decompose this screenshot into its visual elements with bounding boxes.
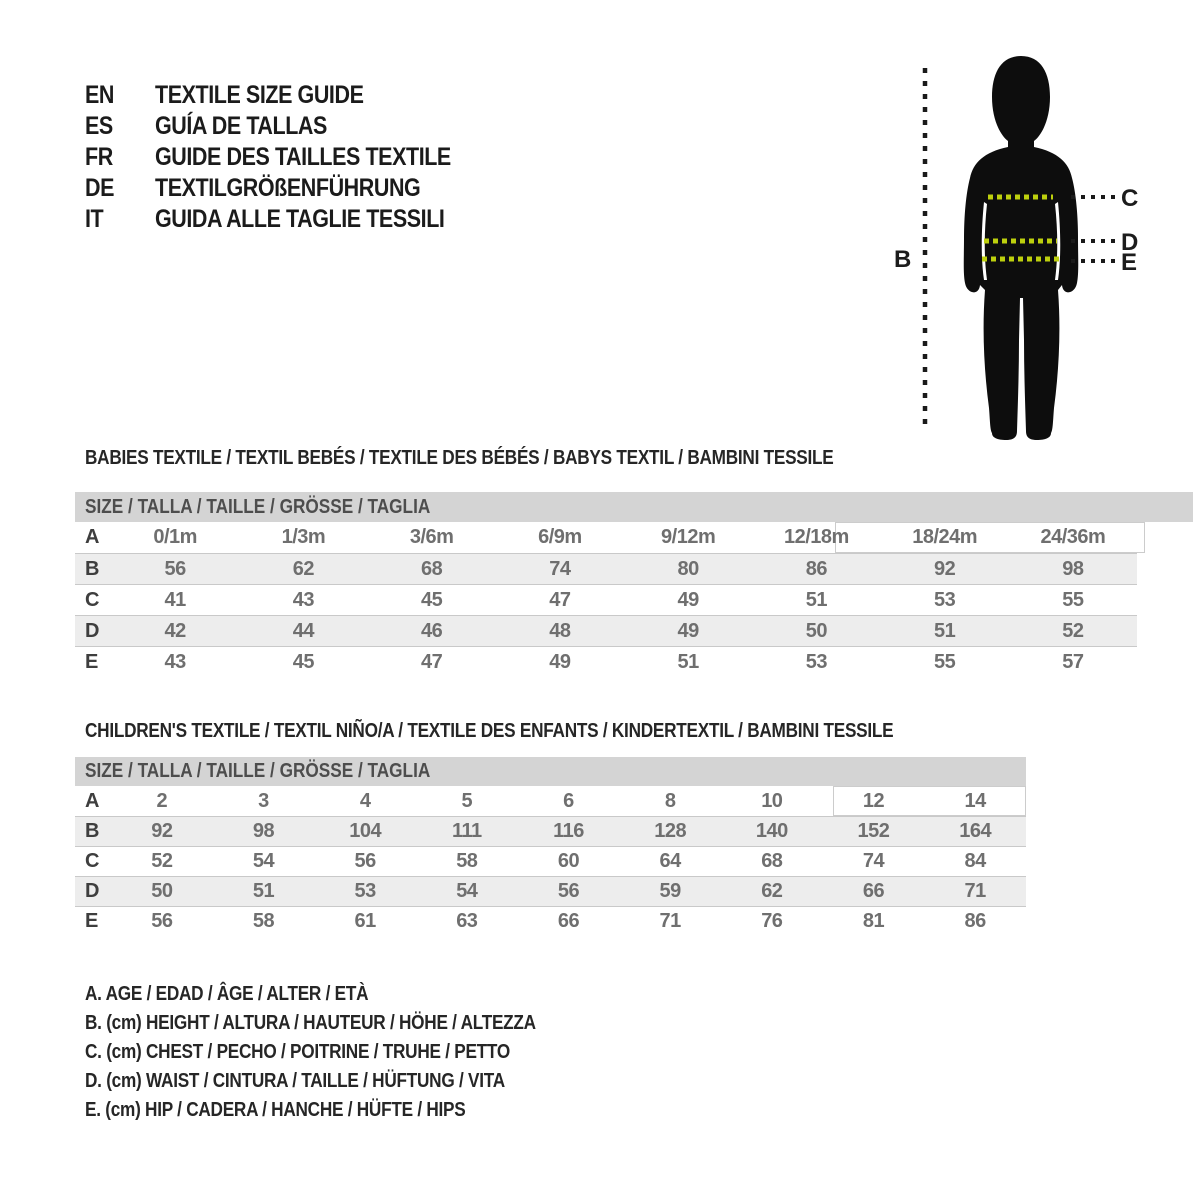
language-code: EN bbox=[85, 81, 115, 109]
table-cell: 1/3m bbox=[281, 526, 326, 548]
table-cell: 61 bbox=[354, 910, 376, 932]
table-cell: 52 bbox=[1062, 619, 1084, 642]
language-row bbox=[85, 173, 499, 204]
child-measurement-figure bbox=[880, 40, 1200, 460]
row-label: B bbox=[85, 557, 100, 580]
table-cell: 152 bbox=[857, 820, 890, 842]
table-cell: 58 bbox=[456, 850, 478, 872]
table-cell: 68 bbox=[761, 850, 783, 872]
table-cell: 66 bbox=[557, 910, 580, 932]
legend-line-age bbox=[85, 980, 609, 1009]
table-cell: 60 bbox=[557, 850, 580, 872]
table-cell: 92 bbox=[934, 557, 956, 580]
children-size-header-text: SIZE / TALLA / TAILLE / GRÖSSE / TAGLIA bbox=[85, 760, 431, 782]
table-cell: 2 bbox=[156, 789, 168, 812]
table-cell: 51 bbox=[252, 880, 275, 902]
table-cell: 41 bbox=[164, 588, 186, 611]
table-cell: 51 bbox=[805, 588, 827, 611]
table-cell: 64 bbox=[659, 850, 681, 872]
table-cell: 55 bbox=[934, 650, 956, 673]
language-title: TEXTILGRÖßENFÜHRUNG bbox=[155, 174, 421, 202]
children-size-table bbox=[75, 786, 1026, 936]
table-cell: 76 bbox=[761, 910, 783, 932]
table-cell: 10 bbox=[761, 789, 783, 812]
legend-text: B. (cm) HEIGHT / ALTURA / HAUTEUR / HÖHE / ALTEZZA bbox=[85, 1012, 536, 1034]
table-cell: 8 bbox=[664, 789, 676, 812]
table-cell: 62 bbox=[292, 557, 314, 580]
legend-text: E. (cm) HIP / CADERA / HANCHE / HÜFTE / HIPS bbox=[85, 1099, 466, 1121]
table-cell: 68 bbox=[421, 557, 443, 580]
table-cell: 86 bbox=[805, 557, 827, 580]
table-cell: 50 bbox=[151, 880, 173, 902]
legend-text: C. (cm) CHEST / PECHO / POITRINE / TRUHE / PETTO bbox=[85, 1041, 511, 1063]
language-title: GUÍA DE TALLAS bbox=[155, 112, 327, 140]
table-row bbox=[75, 522, 1137, 553]
table-cell: 80 bbox=[677, 557, 699, 580]
table-cell: 43 bbox=[292, 588, 314, 611]
babies-size-table bbox=[75, 522, 1137, 677]
language-code: ES bbox=[85, 112, 113, 140]
table-cell: 84 bbox=[964, 850, 986, 872]
row-label: C bbox=[85, 588, 100, 611]
table-cell: 6 bbox=[563, 789, 574, 812]
table-cell: 3 bbox=[258, 789, 269, 812]
table-cell: 45 bbox=[292, 650, 314, 673]
legend-text: D. (cm) WAIST / CINTURA / TAILLE / HÜFTUNG / VITA bbox=[85, 1070, 505, 1092]
table-cell: 56 bbox=[557, 880, 580, 902]
language-title-list bbox=[85, 80, 499, 235]
children-section-caption bbox=[85, 720, 1025, 743]
row-label: A bbox=[85, 789, 100, 812]
row-label: D bbox=[85, 880, 100, 902]
table-cell: 58 bbox=[252, 910, 275, 932]
table-cell: 81 bbox=[862, 910, 885, 932]
legend-line-chest bbox=[85, 1038, 609, 1067]
table-cell: 6/9m bbox=[538, 526, 582, 548]
label-e: E bbox=[1121, 249, 1138, 276]
table-cell: 14 bbox=[964, 789, 986, 812]
language-title: GUIDA ALLE TAGLIE TESSILI bbox=[155, 205, 445, 233]
table-cell: 51 bbox=[934, 619, 956, 642]
table-cell: 54 bbox=[252, 850, 275, 872]
table-cell: 52 bbox=[151, 850, 173, 872]
table-cell: 56 bbox=[151, 910, 173, 932]
table-cell: 49 bbox=[677, 619, 699, 642]
table-cell: 116 bbox=[553, 820, 584, 842]
row-label: E bbox=[85, 650, 99, 673]
label-c: C bbox=[1121, 185, 1139, 212]
babies-section-caption bbox=[85, 447, 955, 470]
table-row bbox=[75, 584, 1137, 615]
table-cell: 4 bbox=[359, 789, 371, 812]
row-label: E bbox=[85, 910, 99, 932]
children-caption-text: CHILDREN'S TEXTILE / TEXTIL NIÑO/A / TEXTILE DES ENFANTS / KINDERTEXTIL / BAMBINI TESSILE bbox=[85, 720, 894, 742]
table-cell: 47 bbox=[421, 650, 443, 673]
language-row bbox=[85, 142, 499, 173]
babies-caption-text: BABIES TEXTILE / TEXTIL BEBÉS / TEXTILE DES BÉBÉS / BABYS TEXTIL / BAMBINI TESSILE bbox=[85, 447, 834, 469]
table-cell: 66 bbox=[862, 880, 885, 902]
table-cell: 51 bbox=[677, 650, 699, 673]
table-cell: 49 bbox=[677, 588, 699, 611]
table-cell: 50 bbox=[805, 619, 827, 642]
table-cell: 86 bbox=[964, 910, 986, 932]
table-cell: 98 bbox=[1062, 557, 1084, 580]
table-row bbox=[75, 786, 1026, 816]
table-cell: 53 bbox=[354, 880, 376, 902]
table-cell: 9/12m bbox=[661, 526, 716, 548]
table-cell: 57 bbox=[1062, 650, 1084, 673]
table-cell: 18/24m bbox=[912, 526, 978, 548]
row-label: C bbox=[85, 850, 100, 872]
table-cell: 5 bbox=[461, 789, 473, 812]
legend-line-height bbox=[85, 1009, 609, 1038]
table-row bbox=[75, 615, 1137, 646]
table-cell: 53 bbox=[934, 588, 956, 611]
legend-text: A. AGE / EDAD / ÂGE / ALTER / ETÀ bbox=[85, 983, 369, 1005]
table-cell: 46 bbox=[421, 619, 443, 642]
table-cell: 63 bbox=[456, 910, 478, 932]
table-cell: 12/18m bbox=[783, 526, 849, 548]
table-cell: 49 bbox=[549, 650, 571, 673]
legend-line-hip bbox=[85, 1096, 609, 1125]
table-cell: 54 bbox=[456, 880, 478, 902]
row-label: B bbox=[85, 820, 100, 842]
table-cell: 71 bbox=[659, 910, 681, 932]
measurement-legend bbox=[85, 980, 609, 1125]
label-b: B bbox=[894, 246, 912, 273]
table-cell: 98 bbox=[252, 820, 275, 842]
row-label: D bbox=[85, 619, 100, 642]
language-title: TEXTILE SIZE GUIDE bbox=[155, 81, 364, 109]
table-cell: 48 bbox=[549, 619, 571, 642]
table-row bbox=[75, 846, 1026, 876]
language-row bbox=[85, 204, 499, 235]
language-title: GUIDE DES TAILLES TEXTILE bbox=[155, 143, 451, 171]
legend-line-waist bbox=[85, 1067, 609, 1096]
table-cell: 71 bbox=[964, 880, 986, 902]
table-cell: 45 bbox=[421, 588, 443, 611]
children-size-header bbox=[75, 757, 1026, 786]
babies-size-header bbox=[75, 492, 1193, 522]
language-code: FR bbox=[85, 143, 113, 171]
language-code: DE bbox=[85, 174, 115, 202]
table-row bbox=[75, 876, 1026, 906]
row-label: A bbox=[85, 526, 100, 548]
language-row bbox=[85, 111, 499, 142]
table-cell: 74 bbox=[862, 850, 885, 872]
babies-size-header-text: SIZE / TALLA / TAILLE / GRÖSSE / TAGLIA bbox=[85, 495, 431, 518]
language-code: IT bbox=[85, 205, 104, 233]
table-cell: 62 bbox=[761, 880, 783, 902]
table-cell: 56 bbox=[354, 850, 376, 872]
child-silhouette-icon bbox=[880, 40, 1200, 460]
table-row bbox=[75, 816, 1026, 846]
table-cell: 42 bbox=[164, 619, 186, 642]
table-cell: 140 bbox=[755, 820, 788, 842]
table-cell: 74 bbox=[549, 557, 571, 580]
table-cell: 43 bbox=[164, 650, 186, 673]
table-cell: 104 bbox=[349, 820, 382, 842]
table-row bbox=[75, 646, 1137, 677]
table-cell: 128 bbox=[654, 820, 687, 842]
table-row bbox=[75, 906, 1026, 936]
table-cell: 59 bbox=[659, 880, 681, 902]
table-cell: 24/36m bbox=[1040, 526, 1106, 548]
table-cell: 44 bbox=[292, 619, 314, 642]
table-cell: 53 bbox=[805, 650, 827, 673]
label-d: D bbox=[1121, 229, 1139, 256]
table-cell: 3/6m bbox=[409, 526, 454, 548]
table-cell: 56 bbox=[164, 557, 186, 580]
table-cell: 164 bbox=[959, 820, 992, 842]
language-row bbox=[85, 80, 499, 111]
table-cell: 0/1m bbox=[153, 526, 197, 548]
table-cell: 12 bbox=[862, 789, 885, 812]
table-row bbox=[75, 553, 1137, 584]
table-cell: 55 bbox=[1062, 588, 1084, 611]
table-cell: 92 bbox=[151, 820, 173, 842]
table-cell: 47 bbox=[549, 588, 571, 611]
table-cell: 111 bbox=[451, 820, 482, 842]
